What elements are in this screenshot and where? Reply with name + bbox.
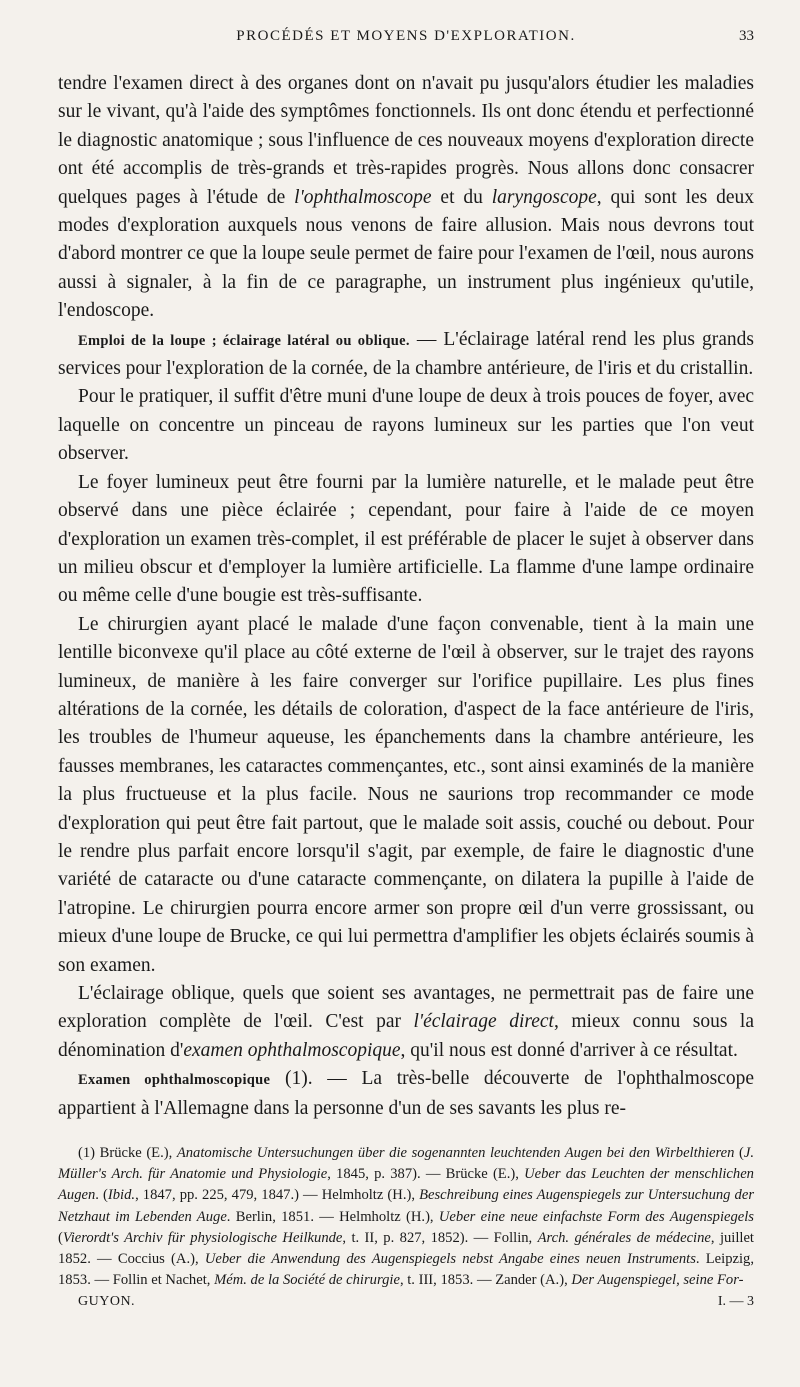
- signature-mark: I. — 3: [717, 1294, 754, 1310]
- text-run: Le foyer lumineux peut être fourni par la lumière naturelle, et le malade peut être observé dans une pièce éclairée ; cependant, pour faire à l'aide de ce moyen d'exploration un examen très-complet, il est préférable de placer le sujet à observer dans un milieu obscur et d'employer la lumière artificielle. La flamme d'une lampe ordinaire ou même celle d'une bougie est très-suffisante.: [58, 471, 754, 607]
- page-number: 33: [739, 28, 754, 44]
- page: [58, 28, 754, 1313]
- text-run: . (: [95, 1187, 108, 1204]
- italic-run: Ueber die Anwendung des Augenspiegels nebst Angabe eines neuen Instruments: [204, 1251, 696, 1268]
- italic-run: examen ophthalmoscopique: [183, 1039, 401, 1061]
- italic-run: Arch. générales de médecine: [537, 1229, 711, 1246]
- italic-run: Mém. de la Société de chirurgie: [214, 1272, 400, 1289]
- body-text: [58, 70, 754, 1123]
- text-run: , qu'il nous est donné d'arriver à ce résultat.: [400, 1039, 738, 1061]
- italic-run: laryngoscope: [491, 186, 597, 208]
- paragraph: [58, 611, 754, 980]
- paragraph: [58, 70, 754, 326]
- text-run: — L'éclairage latéral rend les plus grands services pour l'exploration de la cornée, de la chambre antérieure, de l'iris et du cristallin.: [58, 328, 754, 380]
- text-run: . Berlin, 1851. — Helmholtz (H.),: [226, 1208, 439, 1225]
- italic-run: Anatomische Untersuchungen über die sogenannten leuchtenden Augen bei den Wirbelthieren: [176, 1145, 735, 1162]
- italic-run: J. Müller's Arch. für Anatomie und Physiologie: [58, 1145, 754, 1183]
- paragraph: [58, 383, 754, 468]
- text-run: tendre l'examen direct à des organes dont on n'avait pu jusqu'alors étudier les maladies sur le vivant, qu'à l'aide des symptômes fonctionnels. Ils ont donc étendu et perfectionné le diagnostic anatomique ; sous l'influence de ces nouveaux moyens d'exploration directe ont été accomplis de très-grands et très-rapides progrès. Nous allons donc consacrer quelques pages à l'étude de: [58, 73, 754, 208]
- text-run: (: [58, 1229, 63, 1246]
- italic-run: l'ophthalmoscope: [294, 186, 432, 208]
- italic-run: l'éclairage direct: [413, 1011, 554, 1033]
- text-run: , t. III, 1853. — Zander (A.),: [399, 1272, 572, 1289]
- section-heading: Examen ophthalmoscopique: [78, 1072, 271, 1089]
- italic-run: Beschreibung eines Augenspiegels zur Untersuchung der Netzhaut im Lebenden Auge: [58, 1187, 754, 1225]
- text-run: , juillet 1852. — Coccius (A.),: [58, 1229, 754, 1268]
- italic-run: Vierordt's Archiv für physiologische Heilkunde: [62, 1229, 343, 1246]
- text-run: (1) Brücke (E.),: [78, 1145, 177, 1162]
- paragraph: [58, 980, 754, 1065]
- italic-run: Der Augenspiegel, seine For-: [571, 1272, 744, 1289]
- footnote-1: [58, 1143, 754, 1291]
- signature-author: GUYON.: [78, 1294, 136, 1310]
- signature-line: [58, 1291, 754, 1312]
- text-run: , mieux connu sous la dénomination d': [58, 1011, 754, 1061]
- running-header: [58, 28, 754, 58]
- text-run: . Leipzig, 1853. — Follin et Nachet,: [58, 1251, 754, 1289]
- paragraph: [58, 469, 754, 611]
- text-run: , 1845, p. 387). — Brücke (E.),: [327, 1166, 525, 1183]
- italic-run: Ibid.: [107, 1187, 136, 1204]
- italic-run: Ueber das Leuchten der menschlichen Augen: [58, 1166, 754, 1204]
- text-run: Le chirurgien ayant placé le malade d'une façon convenable, tient à la main une lentille biconvexe qu'il place au côté externe de l'œil à observer, sur le trajet des rayons lumineux, de manière à les faire converger sur l'orifice pupillaire. Les plus fines altérations de la cornée, les détails de coloration, d'aspect de la face antérieure de l'iris, les troubles de l'humeur aqueuse, les épanchements dans la chambre antérieure, les fausses membranes, les cataractes commençantes, etc., sont ainsi examinés de la manière la plus fructueuse et la plus facile. Nous ne saurions trop recommander ce mode d'exploration qui peut être fait partout, que le malade soit assis, couché ou debout. Pour le rendre plus parfait encore lorsqu'il s'agit, par exemple, de faire le diagnostic d'une variété de cataracte ou d'une cataracte commençante, on dilatera la pupille à l'aide de l'atropine. Le chirurgien pourra encore armer son propre œil d'un verre grossissant, ou mieux d'une loupe de Brucke, ce qui lui permettra d'amplifier les objets éclairés soumis à son examen.: [58, 613, 754, 976]
- text-run: , 1847, pp. 225, 479, 1847.) — Helmholtz (H.),: [135, 1187, 420, 1204]
- footnotes: [58, 1143, 754, 1313]
- text-run: et du: [431, 186, 492, 208]
- text-run: Pour le pratiquer, il suffit d'être muni d'une loupe de deux à trois pouces de foyer, avec laquelle on concentre un pinceau de rayons lumineux sur les parties que l'on veut observer.: [58, 386, 754, 465]
- text-run: (: [734, 1145, 744, 1162]
- text-run: , t. II, p. 827, 1852). — Follin,: [342, 1229, 538, 1246]
- text-run: (1). — La très-belle découverte de l'ophthalmoscope appartient à l'Allemagne dans la personne d'un de ses savants les plus re-: [58, 1068, 754, 1119]
- running-title: PROCÉDÉS ET MOYENS D'EXPLORATION.: [236, 28, 576, 44]
- section-heading: Emploi de la loupe ; éclairage latéral ou oblique.: [78, 332, 410, 349]
- text-run: L'éclairage oblique, quels que soient ses avantages, ne permettrait pas de faire une exploration complète de l'œil. C'est par: [58, 983, 754, 1033]
- italic-run: Ueber eine neue einfachste Form des Augenspiegels: [438, 1208, 754, 1225]
- section-paragraph-loupe: [58, 326, 754, 384]
- text-run: , qui sont les deux modes d'exploration auxquels nous venons de faire allusion. Mais nous devrons tout d'abord montrer ce que la loupe seule permet de faire pour l'examen de l'œil, nous aurons aussi à signaler, à la fin de ce paragraphe, un instrument plus ingénieux qu'utile, l'endoscope.: [58, 186, 754, 322]
- section-paragraph-ophthalmoscope: [58, 1065, 754, 1123]
